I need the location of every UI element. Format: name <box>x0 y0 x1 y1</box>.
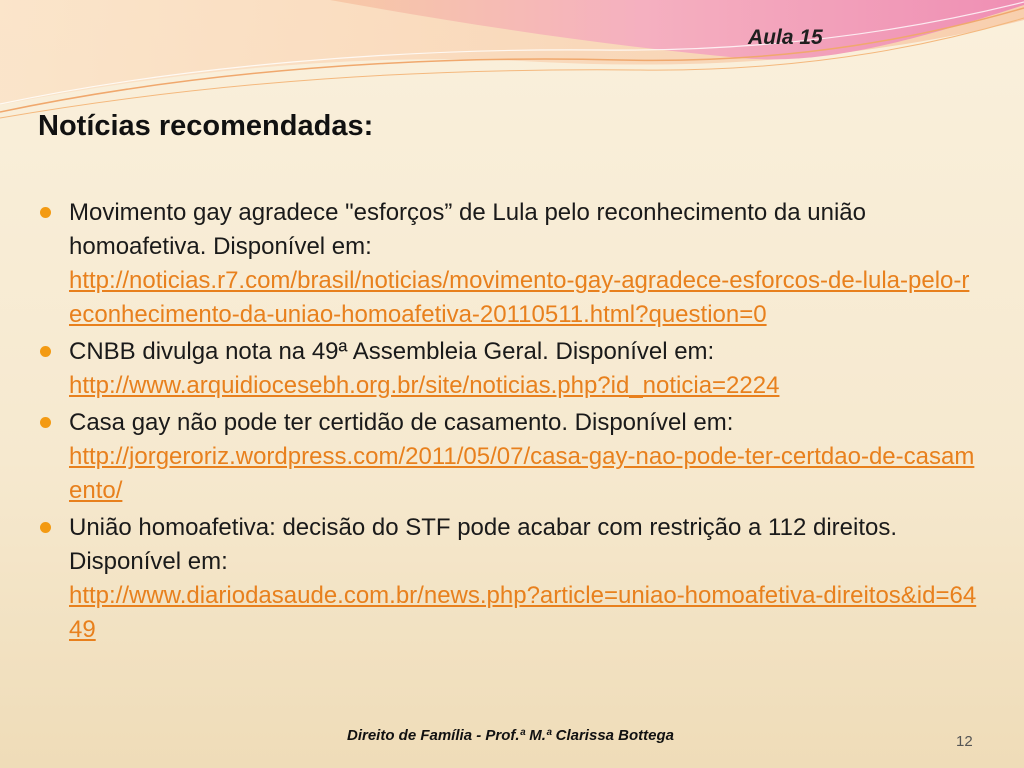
item-link[interactable]: http://www.arquidiocesebh.org.br/site/noticias.php?id_noticia=2224 <box>69 372 780 399</box>
list-item <box>38 335 978 403</box>
bullet-icon <box>40 417 51 428</box>
item-text: CNBB divulga nota na 49ª Assembleia Geral. Disponível em: <box>69 338 715 365</box>
list-item <box>38 511 978 647</box>
item-link[interactable]: http://jorgeroriz.wordpress.com/2011/05/07/casa-gay-nao-pode-ter-certdao-de-casamento/ <box>69 443 975 504</box>
bullet-icon <box>40 207 51 218</box>
list-item <box>38 406 978 508</box>
item-text: Movimento gay agradece "esforços” de Lula pelo reconhecimento da união homoafetiva. Disponível em: <box>69 199 867 260</box>
bullet-icon <box>40 522 51 533</box>
page-number: 12 <box>956 733 973 750</box>
bullet-icon <box>40 346 51 357</box>
footer-text: Direito de Família - Prof.ª M.ª Clarissa Bottega <box>347 727 675 744</box>
news-list <box>38 196 978 650</box>
list-item <box>38 196 978 332</box>
slide-title: Notícias recomendadas: <box>38 110 374 142</box>
item-text: Casa gay não pode ter certidão de casamento. Disponível em: <box>69 409 734 436</box>
lesson-tag: Aula 15 <box>748 26 823 49</box>
item-text: União homoafetiva: decisão do STF pode acabar com restrição a 112 direitos. Disponível em: <box>69 514 897 575</box>
item-link[interactable]: http://noticias.r7.com/brasil/noticias/movimento-gay-agradece-esforcos-de-lula-pelo-reconhecimento-da-uniao-homoafetiva-20110511.html?question=0 <box>69 267 970 328</box>
item-link[interactable]: http://www.diariodasaude.com.br/news.php?article=uniao-homoafetiva-direitos&id=6449 <box>69 582 977 643</box>
